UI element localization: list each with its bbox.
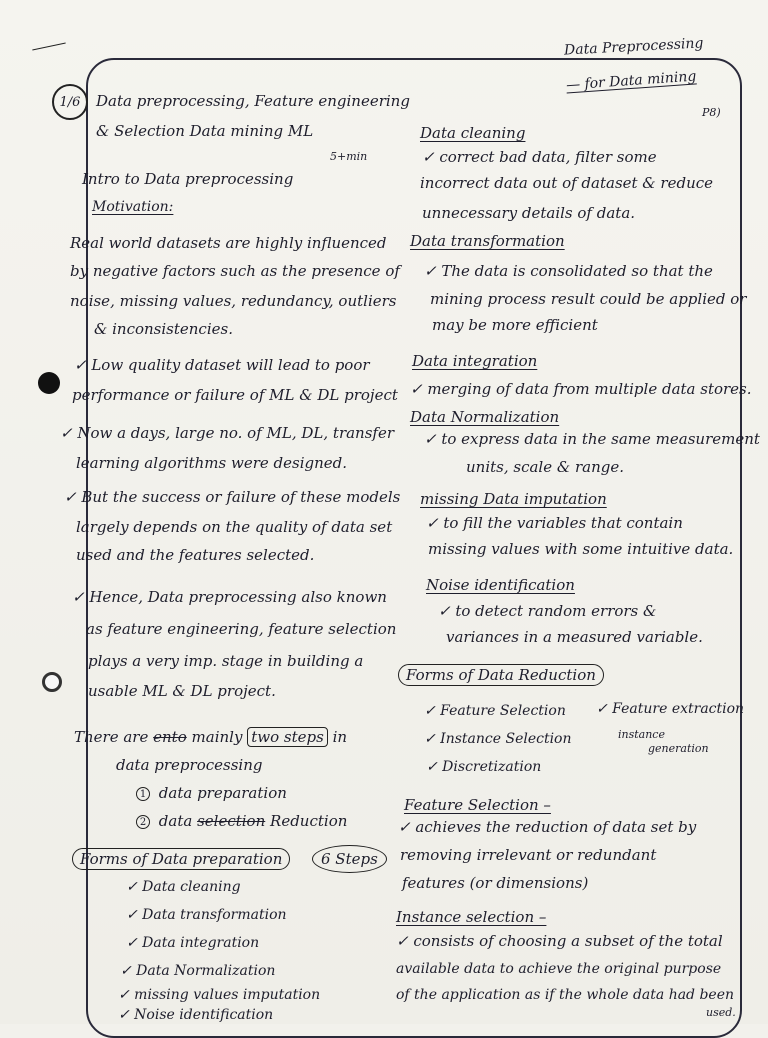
text: mainly (191, 728, 243, 746)
text-line: incorrect data out of dataset & reduce (420, 174, 714, 192)
data-reduction-heading (398, 666, 604, 684)
text-line: ✓ Now a days, large no. of ML, DL, transfer (60, 424, 395, 442)
topic-line-2: & Selection Data mining ML (96, 122, 314, 140)
topic-line-1: Data preprocessing, Feature engineering (96, 92, 410, 110)
missing-data-imputation-heading: missing Data imputation (420, 490, 607, 508)
data-cleaning-heading: Data cleaning (420, 124, 526, 142)
step-label: data (158, 812, 193, 830)
list-item: instance (618, 728, 665, 741)
text-line: available data to achieve the original purpose (396, 961, 722, 977)
text-line: unnecessary details of data. (422, 204, 636, 222)
step-number: 2 (136, 815, 150, 829)
list-item: ✓ Discretization (426, 759, 542, 775)
text-line: ✓ to express data in the same measurement (424, 430, 760, 448)
list-item: ✓ Data transformation (126, 907, 287, 923)
text-line: learning algorithms were designed. (76, 454, 348, 472)
text-line: ✓ achieves the reduction of data set by (398, 818, 697, 836)
text-line: ✓ But the success or failure of these models (64, 488, 401, 506)
noise-identification-heading: Noise identification (426, 576, 575, 594)
data-integration-heading: Data integration (412, 352, 538, 370)
forms-of-preparation-heading (72, 850, 290, 868)
list-item: ✓ Instance Selection (424, 731, 572, 747)
text-line: ✓ to detect random errors & (438, 602, 657, 620)
text-line: ✓ The data is consolidated so that the (424, 262, 713, 280)
step-label: Reduction (270, 812, 348, 830)
instance-selection-heading: Instance selection – (396, 908, 547, 926)
six-steps-oval: 6 Steps (312, 845, 387, 873)
boxed-heading: Forms of Data Reduction (398, 664, 604, 686)
text-line: plays a very imp. stage in building a (88, 652, 364, 670)
text-line: ✓ to fill the variables that contain (426, 514, 683, 532)
step-1 (136, 784, 287, 802)
text-line: data preprocessing (116, 756, 263, 774)
header-subtitle: — for Data mining (565, 68, 697, 94)
topic-number: 1/6 (52, 84, 88, 120)
text-line: of the application as if the whole data had been (396, 987, 735, 1003)
text: There are (74, 728, 149, 746)
text-line: removing irrelevant or redundant (400, 846, 657, 864)
struck-text: selection (197, 812, 266, 830)
text-line: ✓ consists of choosing a subset of the total (396, 932, 723, 950)
binder-hole-bottom (42, 672, 62, 692)
boxed-heading: Forms of Data preparation (72, 848, 290, 870)
text: in (332, 728, 348, 746)
text-line: missing values with some intuitive data. (428, 540, 734, 558)
text-line: as feature engineering, feature selection (86, 620, 397, 638)
header-title: Data Preprocessing (563, 35, 704, 59)
six-steps-label (312, 850, 387, 868)
data-normalization-heading: Data Normalization (410, 408, 560, 426)
text-line: may be more efficient (432, 316, 598, 334)
text-line: units, scale & range. (466, 458, 625, 476)
text-line: usable ML & DL project. (88, 682, 276, 700)
list-item: ✓ Feature extraction (596, 701, 745, 717)
struck-text: ento (153, 728, 187, 746)
text-line: ✓ correct bad data, filter some (422, 148, 657, 166)
text-line: largely depends on the quality of data set (76, 518, 393, 536)
feature-selection-heading: Feature Selection – (404, 796, 551, 814)
binder-hole-top (38, 372, 60, 394)
text-line: noise, missing values, redundancy, outliers (70, 292, 397, 310)
step-label: data preparation (158, 784, 287, 802)
list-item: ✓ missing values imputation (118, 987, 321, 1003)
intro-heading: Intro to Data preprocessing (82, 170, 294, 188)
motivation-label: Motivation: (92, 199, 174, 215)
page-reference: P8) (702, 106, 721, 119)
list-item: generation (648, 742, 709, 755)
list-item: ✓ Data Normalization (120, 963, 276, 979)
text-line: used. (706, 1006, 736, 1019)
text-line: performance or failure of ML & DL project (72, 386, 398, 404)
list-item: ✓ Data cleaning (126, 879, 241, 895)
topic-duration: 5+min (330, 150, 368, 163)
step-number: 1 (136, 787, 150, 801)
text-line: mining process result could be applied or (430, 290, 747, 308)
step-2 (136, 812, 347, 830)
text-line: ✓ merging of data from multiple data stores. (410, 380, 752, 398)
text-line: used and the features selected. (76, 546, 315, 564)
data-transformation-heading: Data transformation (410, 232, 565, 250)
text-line: Real world datasets are highly influenced (70, 234, 387, 252)
two-steps-box: two steps (247, 727, 328, 747)
text-line: & inconsistencies. (94, 320, 233, 338)
list-item: ✓ Noise identification (118, 1007, 274, 1023)
text-line: features (or dimensions) (402, 874, 589, 892)
list-item: ✓ Data integration (126, 935, 260, 951)
two-steps-line (74, 728, 347, 746)
text-line: by negative factors such as the presence of (70, 262, 400, 280)
text-line: ✓ Low quality dataset will lead to poor (74, 356, 370, 374)
text-line: variances in a measured variable. (446, 628, 703, 646)
list-item: ✓ Feature Selection (424, 703, 566, 719)
text-line: ✓ Hence, Data preprocessing also known (72, 588, 387, 606)
